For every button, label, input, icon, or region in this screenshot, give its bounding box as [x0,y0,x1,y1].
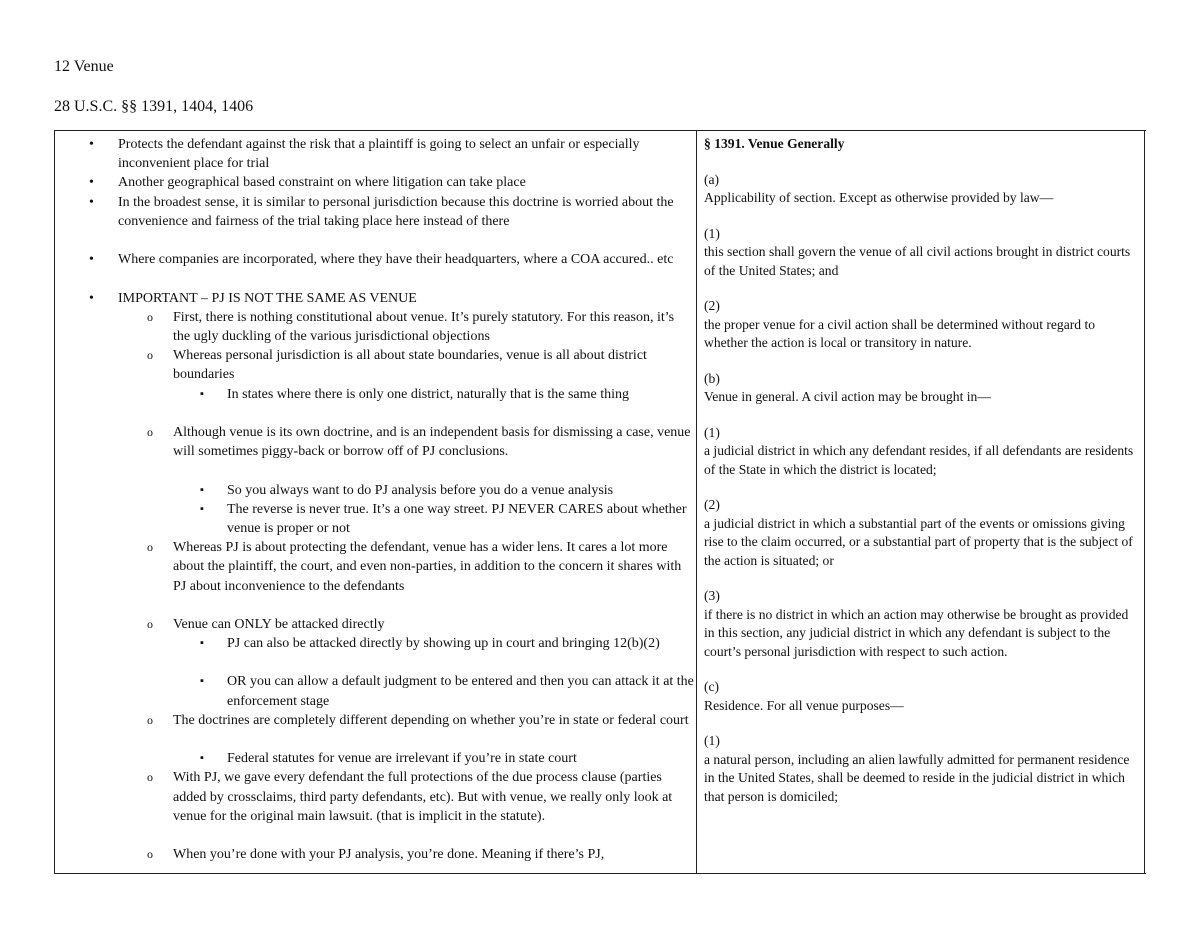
section-spacer [704,715,1140,732]
note-text: When you’re done with your PJ analysis, you’re done. Meaning if there’s PJ, [173,847,605,863]
bullet-marker: o [147,540,153,555]
subsection-text: this section shall govern the venue of all civil actions brought in district courts of the United States; and [704,244,1131,278]
bullet-marker: • [89,252,94,268]
statute-sections [704,154,1140,807]
subsection-label: (b) [704,370,720,386]
note-item [54,481,694,500]
subsection-label: (1) [704,225,720,241]
note-item [54,634,694,672]
bullet-marker: o [147,348,153,363]
note-text: In states where there is only one district, naturally that is the same thing [227,386,630,402]
bullet-marker: o [147,712,153,727]
note-text: PJ can also be attacked directly by showing up in court and bringing 12(b)(2) [227,636,660,652]
note-text: Although venue is its own doctrine, and is an independent basis for dismissing a case, venue will sometimes piggy-back or borrow off of PJ conclusions. [173,424,691,460]
bullet-marker: • [89,137,94,152]
note-item [54,385,694,423]
bullet-marker: o [147,847,153,862]
statute-column [704,135,1140,806]
bullet-marker: ▪ [200,752,204,765]
bullet-marker: ▪ [200,483,204,496]
subsection-text: Applicability of section. Except as otherwise provided by law— [704,190,1054,205]
subsection-text: a judicial district in which a substantial part of the events or omissions giving rise to the claim occurred, or a substantial part of property that is the subject of the action is situated; or [704,515,1133,568]
section-spacer [704,479,1140,496]
section-spacer [704,570,1140,587]
subsection-text: Residence. For all venue purposes— [704,697,904,713]
bullet-marker: ▪ [200,675,204,688]
note-item [54,193,694,251]
note-item [54,173,694,192]
notes-column [54,135,694,864]
section-spacer [704,407,1140,424]
note-text: Whereas personal jurisdiction is all about state boundaries, venue is all about district boundaries [173,348,647,383]
note-text: Protects the defendant against the risk that a plaintiff is going to select an unfair or especially inconvenient place for trial [118,137,640,172]
note-text: The reverse is never true. It’s a one way street. PJ NEVER CARES about whether venue is proper or not [227,501,687,536]
statute-citation: 28 U.S.C. §§ 1391, 1404, 1406 [54,98,254,115]
subsection-text: Venue in general. A civil action may be brought in— [704,389,991,404]
table-border-right [1144,131,1145,873]
note-text: Whereas PJ is about protecting the defendant, venue has a wider lens. It cares a lot more about the plaintiff, the court, and even non-parties, in addition to the concern it shares with PJ about inconvenience to the defendants [173,540,682,594]
section-spacer [704,353,1140,370]
section-spacer [704,661,1140,678]
subsection-label: (2) [704,497,720,512]
note-item [54,749,694,768]
subsection-text: if there is no district in which an action may otherwise be brought as provided in this section, any judicial district in which any defendant is subject to the court’s personal jurisdiction with respect to such action. [704,606,1129,659]
bullet-marker: o [147,770,153,785]
bullet-marker: • [89,194,94,210]
section-spacer [704,208,1140,225]
note-item [54,250,694,288]
note-text: The doctrines are completely different depending on whether you’re in state or federal court [173,712,689,728]
subsection-text: a natural person, including an alien lawfully admitted for permanent residence in the United States, shall be deemed to reside in the judicial district in which that person is domiciled; [704,751,1130,804]
note-text: Another geographical based constraint on where litigation can take place [118,175,526,191]
table-divider [696,131,697,873]
subsection-text: the proper venue for a civil action shall be determined without regard to whether the action is local or transitory in nature. [704,316,1096,350]
note-item [54,500,694,538]
section-spacer [704,154,1140,171]
note-item [54,672,694,710]
note-item [54,845,694,864]
note-text: Federal statutes for venue are irrelevant if you’re in state court [227,751,577,767]
note-text: Venue can ONLY be attacked directly [173,616,385,632]
note-item [54,615,694,634]
note-item [54,423,694,481]
note-text: First, there is nothing constitutional about venue. It’s purely statutory. For this reason, it’s the ugly duckling of the various jurisdictional objections [173,309,675,344]
subsection-label: (a) [704,171,720,187]
bullet-marker: • [89,175,94,191]
bullet-marker: o [147,616,153,631]
subsection-label: (c) [704,679,720,694]
note-item [54,711,694,749]
bullet-marker: o [147,424,153,439]
subsection-text: a judicial district in which any defendant resides, if all defendants are residents of the State in which the district is located; [704,443,1134,477]
page-title: 12 Venue [54,58,114,75]
subsection-label: (3) [704,588,720,603]
notes-table [54,130,1146,874]
bullet-marker: ▪ [200,387,204,400]
note-item [54,346,694,384]
bullet-marker: ▪ [200,637,204,650]
note-text: Where companies are incorporated, where they have their headquarters, where a COA accured.. etc [118,252,674,268]
note-text: OR you can allow a default judgment to be entered and then you can attack it at the enforcement stage [227,674,694,709]
bullet-marker: o [147,309,153,324]
note-item [54,308,694,346]
subsection-label: (2) [704,298,720,313]
note-item [54,135,694,173]
bullet-marker: • [89,290,94,306]
note-text: With PJ, we gave every defendant the full protections of the due process clause (parties added by crossclaims, third party defendants, etc). But with venue, we really only look at venue for the original main lawsuit. (that is implicit in the statute). [173,770,673,824]
subsection-label: (1) [704,424,720,440]
note-item [54,538,694,615]
note-item [54,289,694,308]
section-spacer [704,280,1140,297]
note-text: IMPORTANT – PJ IS NOT THE SAME AS VENUE [118,290,417,306]
note-text: So you always want to do PJ analysis before you do a venue analysis [227,482,614,498]
bullet-marker: ▪ [200,502,204,515]
note-text: In the broadest sense, it is similar to personal jurisdiction because this doctrine is worried about the convenience and fairness of the trial taking place here instead of there [118,194,674,229]
statute-heading: § 1391. Venue Generally [704,136,845,151]
note-item [54,768,694,845]
subsection-label: (1) [704,733,720,748]
